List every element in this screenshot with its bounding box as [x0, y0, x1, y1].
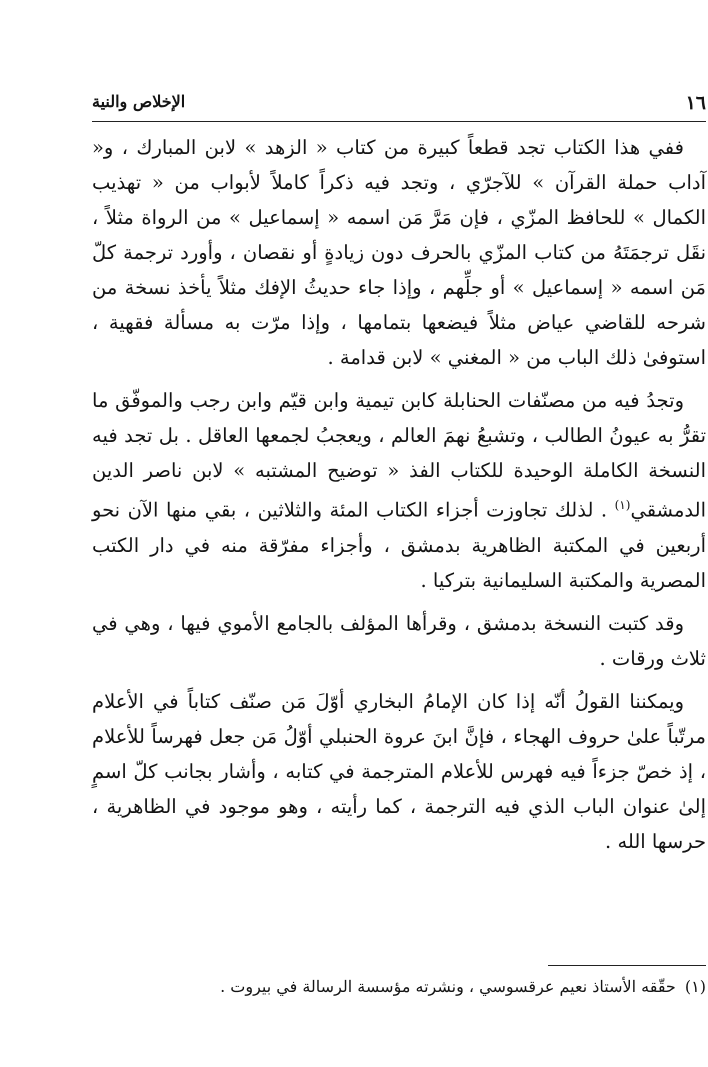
running-title: الإخلاص والنية [92, 92, 186, 111]
footnote-text: حقّقه الأستاذ نعيم عرقسوسي ، ونشرته مؤسسة الرسالة في بيروت . [220, 977, 676, 996]
footnote [92, 974, 706, 1000]
header-divider [92, 121, 706, 122]
page-header [92, 92, 706, 120]
paragraph-2-continuation: . لذلك تجاوزت أجزاء الكتاب المئة والثلاثين ، بقي منها الآن نحو أربعين في المكتبة الظاهرية بدمشق ، وأجزاء مفرّقة منه في دار الكتب المصرية والمكتبة السليمانية بتركيا . [92, 498, 706, 592]
paragraph-4: ويمكننا القولُ أنّه إذا كان الإمامُ البخاري أوّلَ مَن صنّف كتاباً في الأعلام مرتّباً علىٰ حروف الهجاء ، فإنَّ ابنَ عروة الحنبلي أوّلُ مَن جعل فهرساً للأعلام ، إذ خصّ جزءاً فيه فهرس للأعلام المترجمة في كتابه ، وأشار بجانب كلّ اسمٍ إلىٰ عنوان الباب الذي فيه الترجمة ، كما رأيته ، وهو موجود في الظاهرية ، حرسها الله . [92, 689, 706, 853]
footnote-divider [548, 965, 706, 966]
footnote-reference: (١) [614, 498, 631, 512]
footnote-marker: (١) [684, 977, 706, 996]
paragraph-2-text: وتجدُ فيه من مصنّفات الحنابلة كابن تيمية وابن قيّم وابن رجب والموفّق ما تقرُّ به عيونُ الطالب ، وتشبعُ نهمَ العالم ، ويعجبُ لجمعها العاقل . بل تجد فيه النسخة الكاملة الوحيدة للكتاب الفذ « توضيح المشتبه » لابن ناصر الدين الدمشقي [92, 389, 706, 522]
main-text [92, 130, 706, 859]
paragraph-1: ففي هذا الكتاب تجد قطعاً كبيرة من كتاب « الزهد » لابن المبارك ، و« آداب حملة القرآن » للآجرّي ، وتجد فيه ذكراً كاملاً لأبواب من « تهذيب الكمال » للحافظ المزّي ، فإن مَرَّ مَن اسمه « إسماعيل » من الرواة مثلاً ، نقَل ترجمَتَهُ من كتاب المزّي بالحرف دون زيادةٍ أو نقصان ، وأورد ترجمة كلّ مَن اسمه « إسماعيل » أو جلِّهم ، وإذا جاء حديثُ الإفك مثلاً يأخذ نسخة من شرحه للقاضي عياض مثلاً فيضعها بتمامها ، وإذا مرّت به مسألة فقهية ، استوفىٰ ذلك الباب من « المغني » لابن قدامة . [92, 136, 706, 369]
paragraph-2 [92, 383, 706, 598]
paragraph-3: وقد كتبت النسخة بدمشق ، وقرأها المؤلف بالجامع الأموي فيها ، وهي في ثلاث ورقات . [92, 611, 706, 670]
page-number: ١٦ [685, 92, 706, 114]
